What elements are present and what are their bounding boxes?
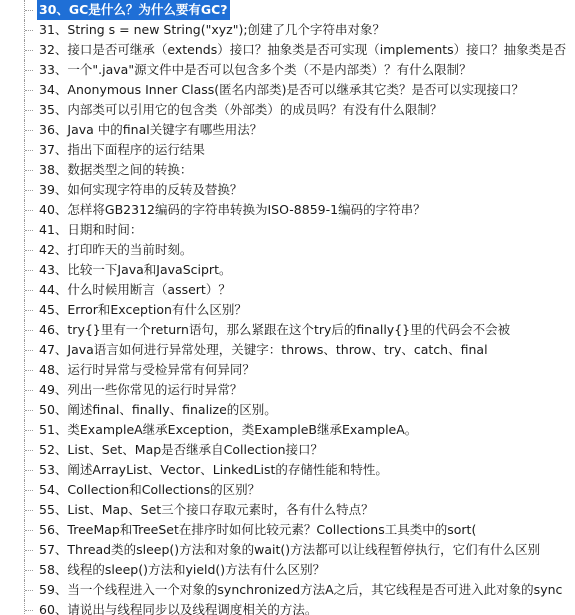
tree-branch-line bbox=[25, 250, 33, 251]
toc-item[interactable] bbox=[0, 20, 575, 40]
toc-item-label[interactable]: 42、打印昨天的当前时刻。 bbox=[39, 242, 193, 257]
toc-item-label[interactable]: 47、Java语言如何进行异常处理，关键字：throws、throw、try、catch、final bbox=[39, 342, 488, 357]
toc-item-label[interactable]: 59、当一个线程进入一个对象的synchronized方法A之后，其它线程是否可进入此对象的sync bbox=[39, 582, 563, 597]
tree-branch-line bbox=[25, 70, 33, 71]
toc-item[interactable] bbox=[0, 340, 575, 360]
toc-item-label[interactable]: 58、线程的sleep()方法和yield()方法有什么区别？ bbox=[39, 562, 326, 577]
toc-item-label[interactable]: 54、Collection和Collections的区别？ bbox=[39, 482, 261, 497]
toc-item-label[interactable]: 33、一个".java"源文件中是否可以包含多个类（不是内部类）？有什么限制？ bbox=[39, 62, 472, 77]
tree-branch-line bbox=[25, 430, 33, 431]
toc-item[interactable] bbox=[0, 520, 575, 540]
toc-item-label[interactable]: 45、Error和Exception有什么区别？ bbox=[39, 302, 247, 317]
toc-item-label[interactable]: 51、类ExampleA继承Exception，类ExampleB继承ExampleA。 bbox=[39, 422, 418, 437]
tree-branch-line bbox=[25, 150, 33, 151]
tree-branch-line bbox=[25, 290, 33, 291]
tree-branch-line bbox=[25, 390, 33, 391]
toc-item[interactable] bbox=[0, 420, 575, 440]
toc-item-label[interactable]: 35、内部类可以引用它的包含类（外部类）的成员吗？有没有什么限制？ bbox=[39, 102, 443, 117]
toc-item-label[interactable]: 60、请说出与线程同步以及线程调度相关的方法。 bbox=[39, 602, 318, 615]
toc-item[interactable] bbox=[0, 500, 575, 520]
toc-item[interactable] bbox=[0, 380, 575, 400]
toc-item-label[interactable]: 36、Java 中的final关键字有哪些用法？ bbox=[39, 122, 263, 137]
toc-item[interactable] bbox=[0, 40, 575, 60]
toc-item[interactable] bbox=[0, 220, 575, 240]
toc-item-label[interactable]: 57、Thread类的sleep()方法和对象的wait()方法都可以让线程暂停执行，它们有什么区别 bbox=[39, 542, 541, 557]
toc-item-label[interactable]: 41、日期和时间： bbox=[39, 222, 143, 237]
tree-branch-line bbox=[25, 50, 33, 51]
toc-item[interactable] bbox=[0, 200, 575, 220]
toc-item[interactable] bbox=[0, 180, 575, 200]
tree-branch-line bbox=[25, 610, 33, 611]
toc-item-label[interactable]: 38、数据类型之间的转换： bbox=[39, 162, 193, 177]
tree-branch-line bbox=[25, 470, 33, 471]
toc-item-label[interactable]: 52、List、Set、Map是否继承自Collection接口？ bbox=[39, 442, 323, 457]
tree-branch-line bbox=[25, 570, 33, 571]
toc-item[interactable] bbox=[0, 480, 575, 500]
toc-item[interactable] bbox=[0, 260, 575, 280]
toc-item[interactable] bbox=[0, 120, 575, 140]
toc-item-label[interactable]: 55、List、Map、Set三个接口存取元素时，各有什么特点？ bbox=[39, 502, 374, 517]
tree-branch-line bbox=[25, 190, 33, 191]
toc-item[interactable] bbox=[0, 300, 575, 320]
toc-item[interactable] bbox=[0, 160, 575, 180]
toc-item-label[interactable]: 56、TreeMap和TreeSet在排序时如何比较元素？Collections工具类中的sort( bbox=[39, 522, 477, 537]
tree-branch-line bbox=[25, 450, 33, 451]
tree-branch-line bbox=[25, 30, 33, 31]
toc-item-label[interactable]: 31、String s = new String("xyz");创建了几个字符串对象？ bbox=[39, 22, 386, 37]
toc-item[interactable] bbox=[0, 560, 575, 580]
tree-branch-line bbox=[25, 370, 33, 371]
tree-branch-line bbox=[25, 530, 33, 531]
toc-item-label[interactable]: 39、如何实现字符串的反转及替换？ bbox=[39, 182, 243, 197]
toc-item-label[interactable]: 49、列出一些你常见的运行时异常？ bbox=[39, 382, 243, 397]
toc-item[interactable] bbox=[0, 60, 575, 80]
toc-item[interactable] bbox=[0, 240, 575, 260]
tree-branch-line bbox=[25, 90, 33, 91]
toc-item[interactable] bbox=[0, 100, 575, 120]
toc-item-label[interactable]: 30、GC是什么？为什么要有GC? bbox=[37, 0, 230, 20]
toc-item[interactable] bbox=[0, 580, 575, 600]
toc-item[interactable] bbox=[0, 140, 575, 160]
tree-branch-line bbox=[25, 10, 33, 11]
toc-item[interactable] bbox=[0, 460, 575, 480]
toc-item-label[interactable]: 50、阐述final、finally、finalize的区别。 bbox=[39, 402, 277, 417]
toc-item[interactable] bbox=[0, 280, 575, 300]
tree-branch-line bbox=[25, 270, 33, 271]
toc-item-label[interactable]: 48、运行时异常与受检异常有何异同？ bbox=[39, 362, 255, 377]
tree-branch-line bbox=[25, 170, 33, 171]
tree-branch-line bbox=[25, 550, 33, 551]
toc-item-label[interactable]: 34、Anonymous Inner Class(匿名内部类)是否可以继承其它类？是否可以实现接口？ bbox=[39, 82, 525, 97]
tree-branch-line bbox=[25, 510, 33, 511]
toc-item-label[interactable]: 40、怎样将GB2312编码的字符串转换为ISO-8859-1编码的字符串？ bbox=[39, 202, 426, 217]
toc-item[interactable] bbox=[0, 400, 575, 420]
toc-item[interactable] bbox=[0, 80, 575, 100]
tree-branch-line bbox=[25, 130, 33, 131]
toc-item-label[interactable]: 53、阐述ArrayList、Vector、LinkedList的存储性能和特性。 bbox=[39, 462, 388, 477]
tree-branch-line bbox=[25, 310, 33, 311]
toc-item[interactable] bbox=[0, 600, 575, 615]
tree-branch-line bbox=[25, 490, 33, 491]
toc-item-label[interactable]: 37、指出下面程序的运行结果 bbox=[39, 142, 205, 157]
toc-item-label[interactable]: 44、什么时候用断言（assert）？ bbox=[39, 282, 231, 297]
toc-item-label[interactable]: 46、try{}里有一个return语句，那么紧跟在这个try后的finally{}里的代码会不会被 bbox=[39, 322, 511, 337]
toc-item[interactable] bbox=[0, 540, 575, 560]
tree-branch-line bbox=[25, 590, 33, 591]
tree-branch-line bbox=[25, 410, 33, 411]
toc-item-label[interactable]: 43、比较一下Java和JavaSciprt。 bbox=[39, 262, 232, 277]
tree-guide-line bbox=[24, 600, 25, 615]
toc-item-selected[interactable] bbox=[0, 0, 575, 20]
tree-branch-line bbox=[25, 230, 33, 231]
tree-branch-line bbox=[25, 350, 33, 351]
toc-item[interactable] bbox=[0, 440, 575, 460]
tree-branch-line bbox=[25, 210, 33, 211]
toc-item[interactable] bbox=[0, 360, 575, 380]
toc-item[interactable] bbox=[0, 320, 575, 340]
tree-branch-line bbox=[25, 110, 33, 111]
toc-item-label[interactable]: 32、接口是否可继承（extends）接口？抽象类是否可实现（implements）接口？抽象类是否 bbox=[39, 42, 567, 57]
tree-branch-line bbox=[25, 330, 33, 331]
